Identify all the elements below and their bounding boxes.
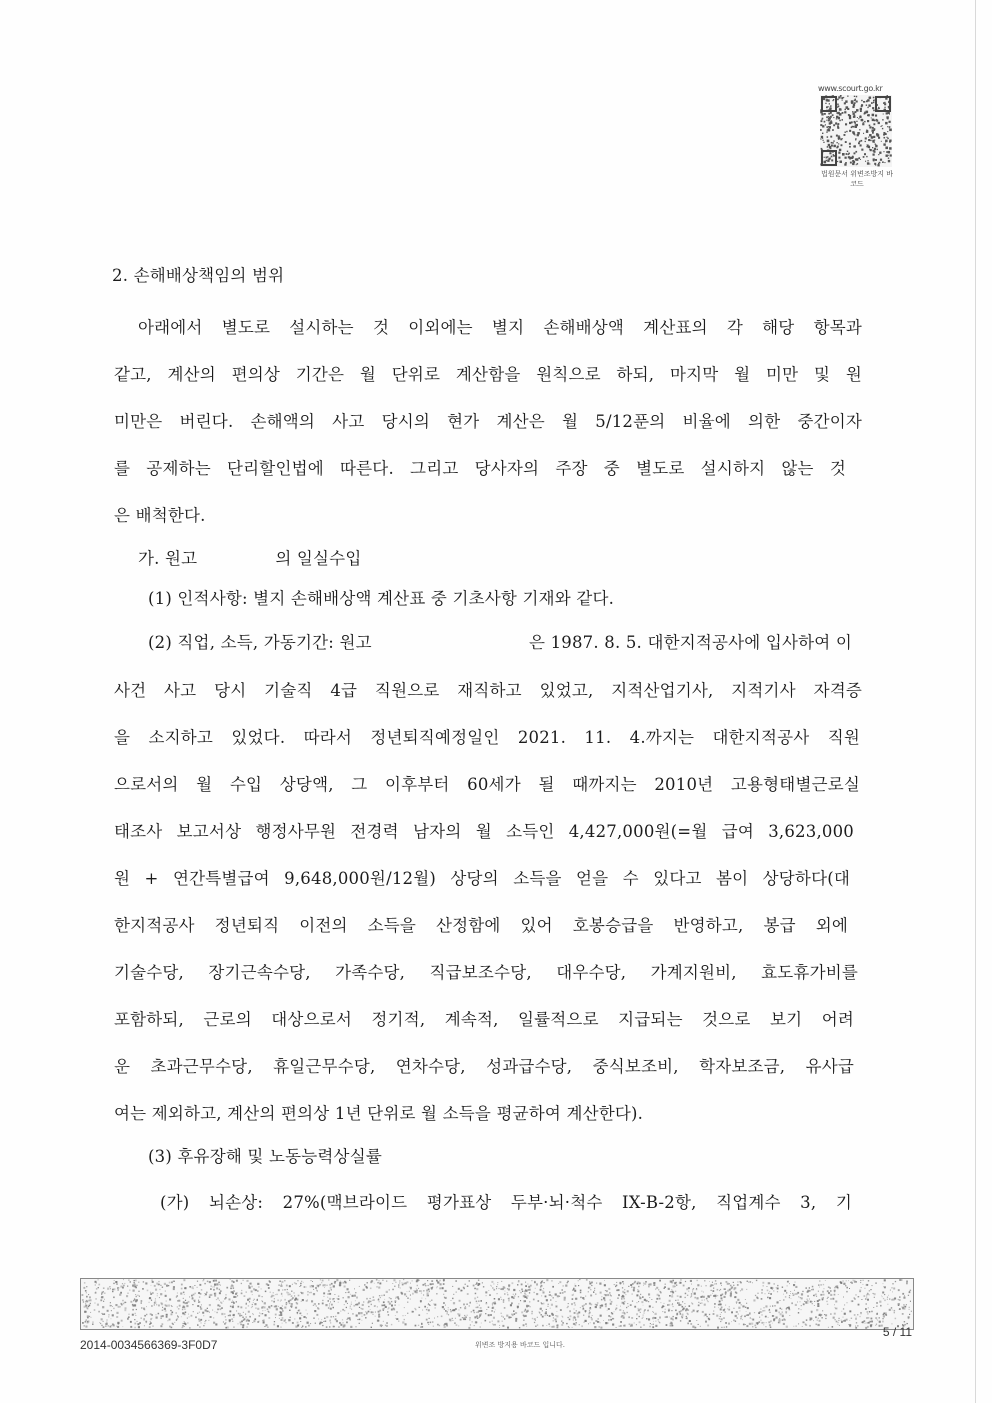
- qr-caption: 법원문서 위변조방지 바코드: [820, 170, 894, 188]
- item-2-line-2: 을 소지하고 있었다. 따라서 정년퇴직예정일인 2021. 11. 4.까지는 대한지적공사 직원: [114, 728, 860, 747]
- subsection-ga-heading: [138, 549, 361, 569]
- intro-line-4: 를 공제하는 단리할인법에 따른다. 그리고 당사자의 주장 중 별도로 설시하지 않는 것: [114, 459, 846, 478]
- intro-line-2: 같고, 계산의 편의상 기간은 월 단위로 계산함을 원칙으로 하되, 마지막 월 미만 및 원: [114, 365, 862, 384]
- item-2-line-5: 원 + 연간특별급여 9,648,000원/12월) 상당의 소득을 얻을 수 있다고 봄이 상당하다(대: [114, 869, 850, 888]
- item-2-line-6: 한지적공사 정년퇴직 이전의 소득을 산정함에 있어 호봉승급을 반영하고, 봉급 외에: [114, 916, 848, 935]
- item-2-line-3: 으로서의 월 수입 상당액, 그 이후부터 60세가 될 때까지는 2010년 고용형태별근로실: [114, 775, 860, 794]
- item-2-line-7: 기술수당, 장기근속수당, 가족수당, 직급보조수당, 대우수당, 가계지원비, 효도휴가비를: [114, 963, 858, 982]
- item-2-first-line: [148, 633, 852, 653]
- item-3: (3) 후유장해 및 노동능력상실률: [148, 1147, 382, 1166]
- footer-barcode: [80, 1278, 914, 1330]
- footer-doc-id: 2014-0034566369-3F0D7: [80, 1338, 218, 1352]
- section-heading: 2. 손해배상책임의 범위: [112, 266, 285, 285]
- intro-line-5: 은 배척한다.: [114, 506, 206, 525]
- item-2-line-4: 태조사 보고서상 행정사무원 전경력 남자의 월 소득인 4,427,000원(=월 급여 3,623,000: [114, 822, 854, 841]
- barcode-pattern-icon: [81, 1279, 913, 1329]
- qr-block: [818, 84, 896, 188]
- item-3-ga: (가) 뇌손상: 27%(맥브라이드 평가표상 두부·뇌·척수 IX-B-2항, 직업계수 3, 기: [160, 1193, 852, 1212]
- item-2-line-1: 사건 사고 당시 기술직 4급 직원으로 재직하고 있었고, 지적산업기사, 지적기사 자격증: [114, 681, 862, 700]
- item-2-prefix: (2) 직업, 소득, 가동기간: 원고: [148, 633, 372, 652]
- qr-code-icon: [820, 95, 892, 167]
- subsection-ga-prefix: 가. 원고: [138, 549, 198, 568]
- item-2-suffix: 은 1987. 8. 5. 대한지적공사에 입사하여 이: [529, 633, 852, 652]
- item-2-line-9: 운 초과근무수당, 휴일근무수당, 연차수당, 성과급수당, 중식보조비, 학자보조금, 유사급: [114, 1057, 854, 1076]
- footer-note: 위변조 방지용 바코드 입니다.: [474, 1341, 566, 1349]
- footer-page-number: 5 / 11: [882, 1325, 912, 1339]
- item-2-line-8: 포함하되, 근로의 대상으로서 정기적, 계속적, 일률적으로 지급되는 것으로 보기 어려: [114, 1010, 854, 1029]
- subsection-ga-suffix: 의 일실수입: [275, 549, 362, 568]
- item-2-line-10: 여는 제외하고, 계산의 편의상 1년 단위로 월 소득을 평균하여 계산한다).: [114, 1104, 644, 1123]
- item-1: (1) 인적사항: 별지 손해배상액 계산표 중 기초사항 기재와 같다.: [148, 589, 615, 608]
- qr-url: www.scourt.go.kr: [818, 84, 883, 93]
- scan-edge-line: [975, 0, 976, 1403]
- intro-line-3: 미만은 버린다. 손해액의 사고 당시의 현가 계산은 월 5/12푼의 비율에 의한 중간이자: [114, 412, 862, 431]
- intro-line-1: 아래에서 별도로 설시하는 것 이외에는 별지 손해배상액 계산표의 각 해당 항목과: [138, 318, 862, 337]
